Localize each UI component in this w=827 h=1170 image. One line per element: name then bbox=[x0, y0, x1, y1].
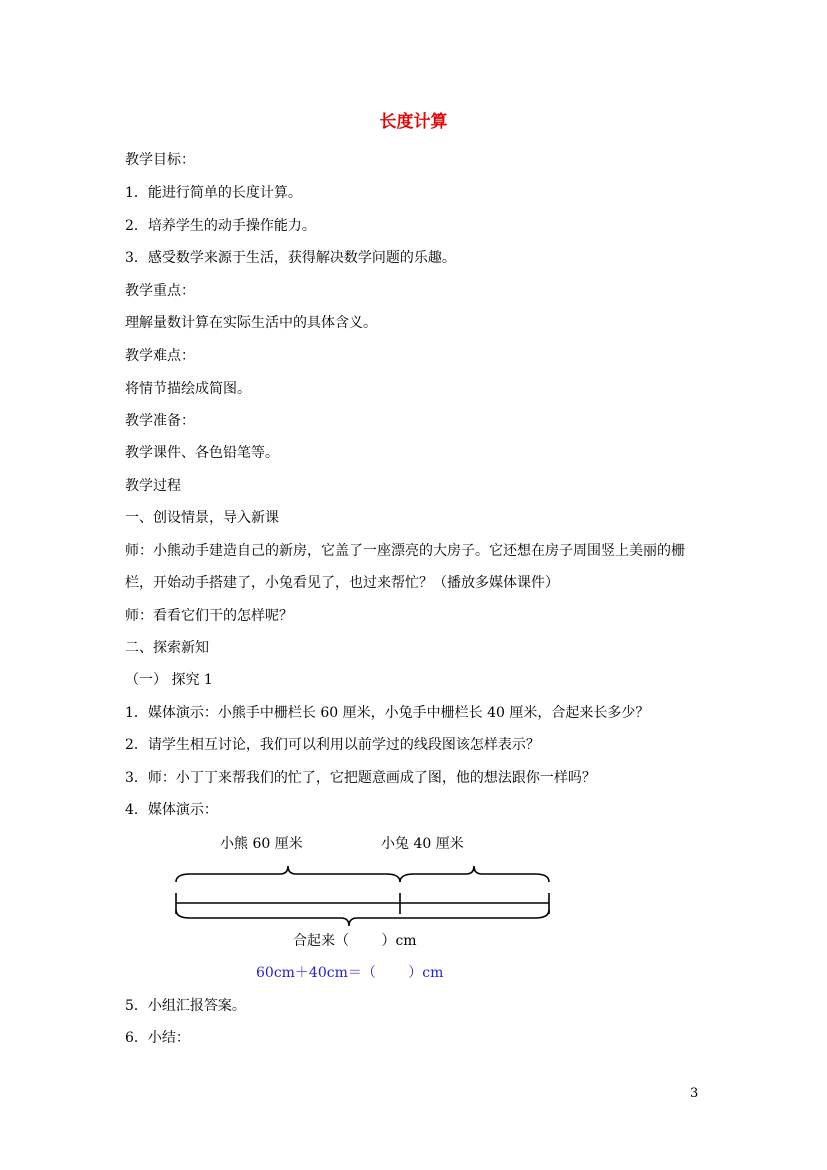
goal-item-2: 2．培养学生的动手操作能力。 bbox=[125, 218, 316, 234]
list-item: 1．媒体演示：小熊手中栅栏长 60 厘米，小兔手中栅栏长 40 厘米，合起来长多少？ bbox=[125, 705, 650, 721]
heading-difficulties: 教学难点： bbox=[125, 348, 195, 364]
list-item: 3．师：小丁丁来帮我们的忙了，它把题意画成了图，他的想法跟你一样吗？ bbox=[125, 770, 596, 786]
list-item: 6．小结： bbox=[125, 1030, 190, 1046]
bear-brace bbox=[176, 866, 400, 882]
paragraph-line: 师：小熊动手建造自己的新房，它盖了一座漂亮的大房子。它还想在房子周围竖上美丽的栅 bbox=[125, 543, 685, 559]
page-title: 长度计算 bbox=[379, 112, 448, 132]
equation-text: 60cm＋40cm＝（ ）cm bbox=[256, 965, 444, 981]
list-item: 5．小组汇报答案。 bbox=[125, 998, 246, 1014]
section-two-heading: 二、探索新知 bbox=[125, 640, 209, 656]
goal-item-1: 1．能进行简单的长度计算。 bbox=[125, 185, 302, 201]
key-points-text: 理解量数计算在实际生活中的具体含义。 bbox=[125, 315, 377, 331]
paragraph-line: 师：看看它们干的怎样呢？ bbox=[125, 608, 293, 624]
list-item: 2．请学生相互讨论，我们可以利用以前学过的线段图该怎样表示？ bbox=[125, 737, 540, 753]
section-one-heading: 一、创设情景，导入新课 bbox=[125, 510, 279, 526]
rabbit-brace bbox=[400, 866, 549, 882]
rabbit-length-label: 小兔 40 厘米 bbox=[381, 836, 464, 852]
subsection-heading: （一） 探究 1 bbox=[125, 672, 213, 688]
heading-goals: 教学目标： bbox=[125, 152, 195, 168]
paragraph-line: 栏，开始动手搭建了，小兔看见了，也过来帮忙？（播放多媒体课件） bbox=[125, 575, 559, 591]
heading-key-points: 教学重点： bbox=[125, 283, 195, 299]
preparation-text: 教学课件、各色铅笔等。 bbox=[125, 445, 279, 461]
goal-item-3: 3．感受数学来源于生活，获得解决数学问题的乐趣。 bbox=[125, 250, 456, 266]
heading-preparation: 教学准备： bbox=[125, 413, 195, 429]
total-brace bbox=[176, 910, 549, 926]
page-number: 3 bbox=[690, 1086, 699, 1101]
heading-process: 教学过程 bbox=[125, 478, 181, 494]
total-length-label: 合起来（ ）cm bbox=[293, 933, 417, 949]
difficulties-text: 将情节描绘成简图。 bbox=[125, 381, 251, 397]
bear-length-label: 小熊 60 厘米 bbox=[220, 836, 303, 852]
list-item: 4．媒体演示： bbox=[125, 802, 218, 818]
